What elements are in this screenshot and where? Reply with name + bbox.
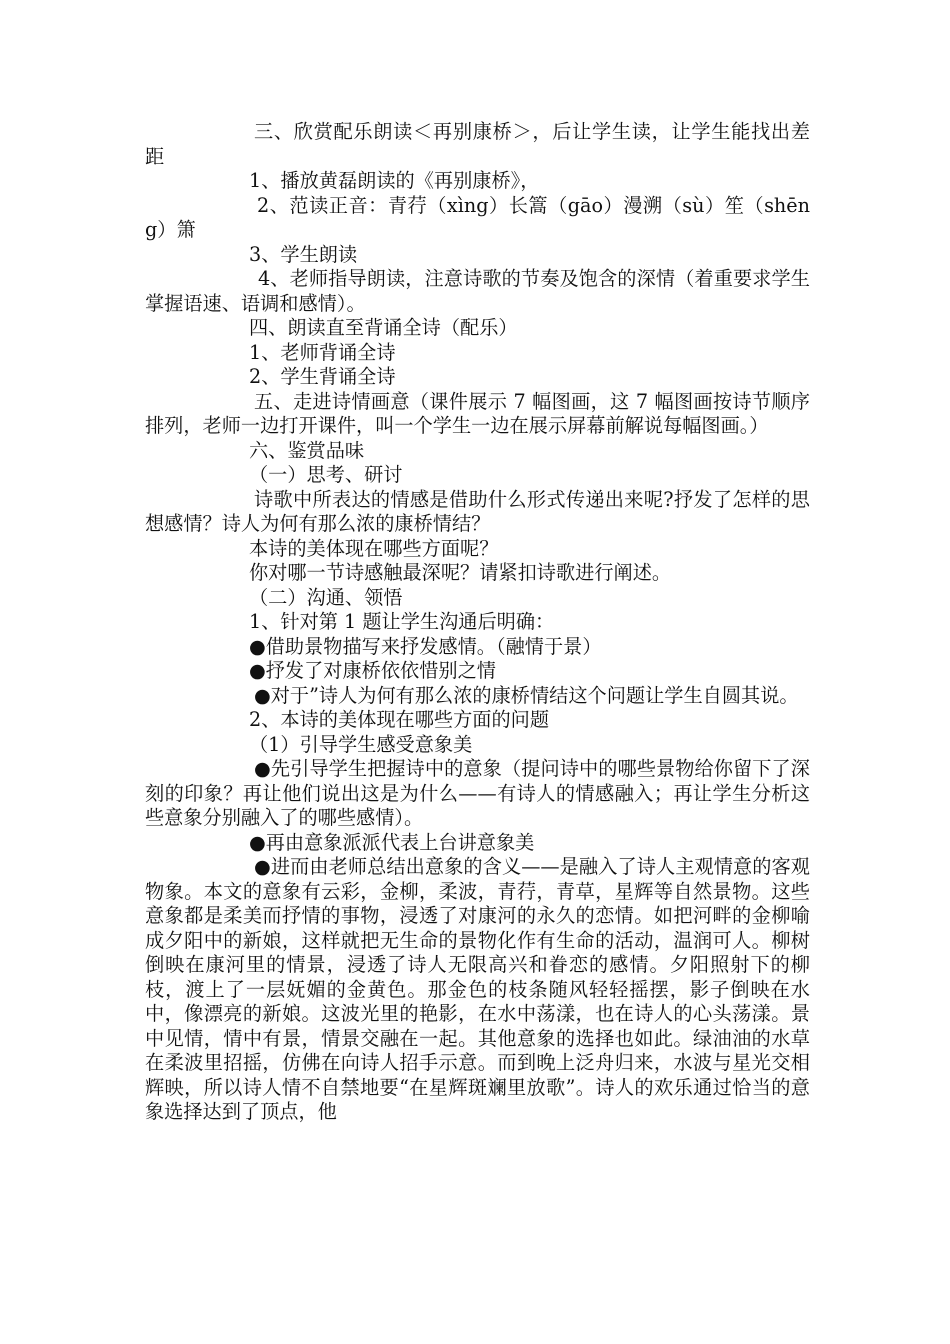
body-paragraph: 诗歌中所表达的情感是借助什么形式传递出来呢?抒发了怎样的思想感情？诗人为何有那么浓的康桥情结？ (145, 487, 810, 535)
list-item: 2、范读正音：青荇（xìng）长篙（gāo）漫溯（sù）笙（shēng）箫 (145, 193, 810, 241)
bullet-item: ●抒发了对康桥依依惜别之情 (249, 659, 496, 682)
document-body (145, 120, 810, 1125)
bullet-item: ●先引导学生把握诗中的意象（提问诗中的哪些景物给你留下了深刻的印象？再让他们说出这是为什么——有诗人的情感融入；再让学生分析这些意象分别融入了的哪些感情）。 (145, 757, 810, 829)
section-six-heading: 六、鉴赏品味 (249, 438, 365, 462)
list-item: 1、针对第 1 题让学生沟通后明确： (249, 610, 555, 633)
list-item: 4、老师指导朗读，注意诗歌的节奏及饱含的深情（着重要求学生掌握语速、语调和感情）。 (145, 267, 810, 315)
subsection-heading: （一）思考、研讨 (249, 463, 403, 486)
subsection-heading: （二）沟通、领悟 (249, 585, 403, 609)
bullet-item: ●进而由老师总结出意象的含义——是融入了诗人主观情意的客观物象。本文的意象有云彩，金柳，柔波，青荇，青草，星辉等自然景物。这些意象都是柔美而抒情的事物，浸透了对康河的永久的恋情。如把河畔的金柳喻成夕阳中的新娘，这样就把无生命的景物化作有生命的活动，温润可人。柳树倒映在康河里的情景，浸透了诗人无限高兴和眷恋的感情。夕阳照射下的柳枝，渡上了一层妩媚的金黄色。那金色的枝条随风轻轻摇摆，影子倒映在水中，像漂亮的新娘。这波光里的艳影，在水中荡漾，也在诗人的心头荡漾。景中见情，情中有景，情景交融在一起。其他意象的选择也如此。绿油油的水草在柔波里招摇，仿佛在向诗人招手示意。而到晚上泛舟归来，水波与星光交相辉映，所以诗人情不自禁地要“在星辉斑斓里放歌”。诗人的欢乐通过恰当的意象选择达到了顶点，他 (145, 855, 810, 1123)
list-item: （1）引导学生感受意象美 (249, 732, 473, 756)
list-item: 2、学生背诵全诗 (249, 365, 396, 388)
bullet-item: ●对于”诗人为何有那么浓的康桥情结这个问题让学生自圆其说。 (254, 683, 799, 707)
bullet-item: ●借助景物描写来抒发感情。（融情于景） (249, 634, 602, 658)
body-paragraph: 你对哪一节诗感触最深呢？请紧扣诗歌进行阐述。 (249, 561, 672, 584)
section-four-heading: 四、朗读直至背诵全诗（配乐） (249, 316, 518, 339)
list-item: 2、本诗的美体现在哪些方面的问题 (249, 708, 550, 731)
list-item: 1、老师背诵全诗 (249, 340, 396, 364)
section-three-heading: 三、欣赏配乐朗读＜再别康桥＞，后让学生读，让学生能找出差距 (145, 120, 810, 168)
section-five-heading: 五、走进诗情画意（课件展示 7 幅图画，这 7 幅图画按诗节顺序排列，老师一边打开课件，叫一个学生一边在展示屏幕前解说每幅图画。） (145, 389, 810, 437)
list-item: 3、学生朗读 (249, 242, 358, 266)
body-paragraph: 本诗的美体现在哪些方面呢？ (249, 536, 499, 560)
list-item: 1、播放黄磊朗读的《再别康桥》， (249, 169, 540, 192)
bullet-item: ●再由意象派派代表上台讲意象美 (249, 830, 535, 854)
